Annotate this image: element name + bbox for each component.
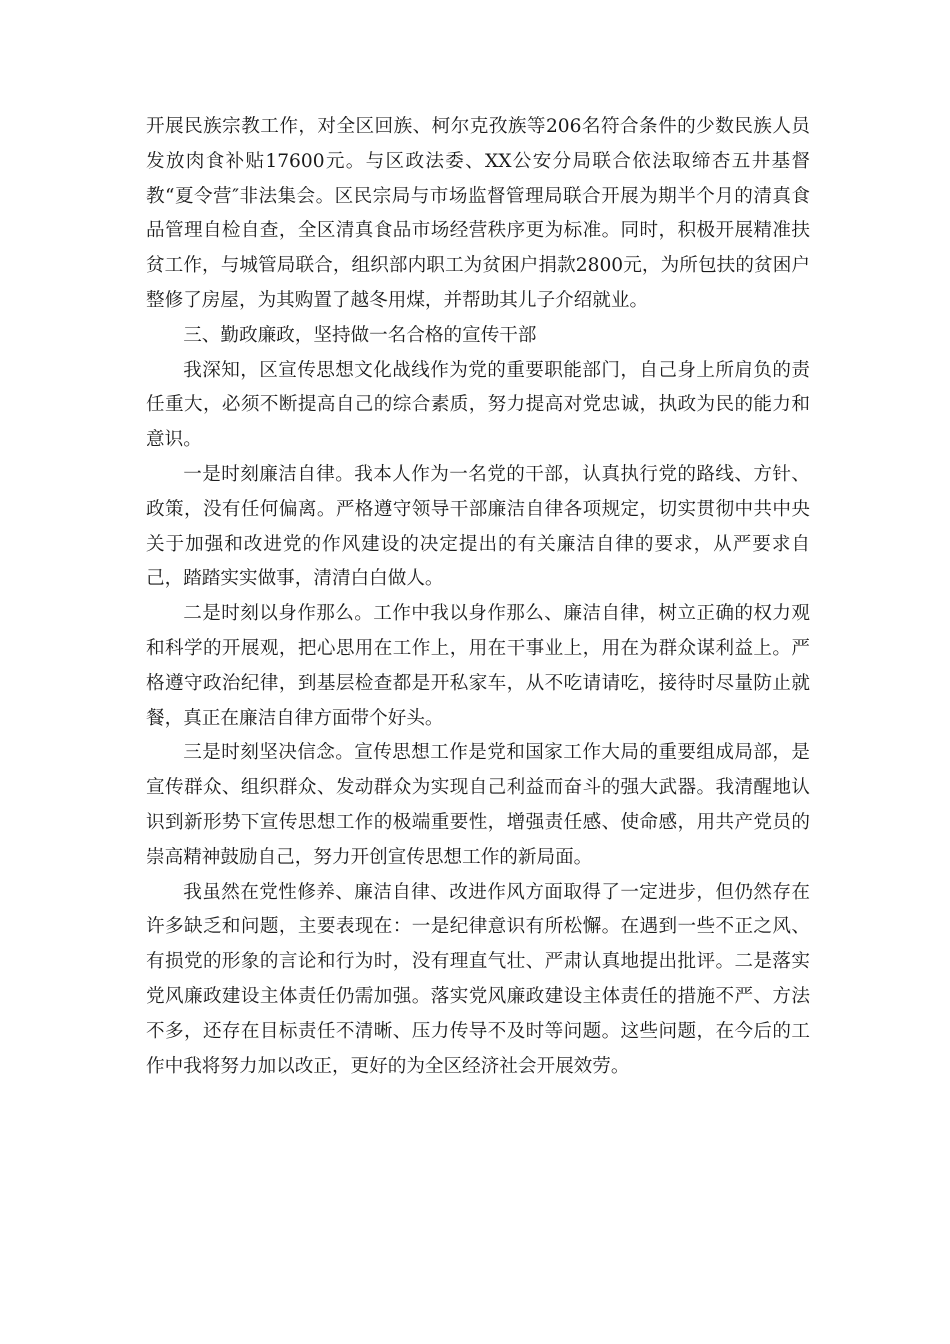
paragraph-ethnic-religious-work: 开展民族宗教工作，对全区回族、柯尔克孜族等206名符合条件的少数民族人员发放肉食补贴17600元。与区政法委、XX公安分局联合依法取缔杏五井基督教“夏令营″非法集会。区民宗局与市场监督管理局联合开展为期半个月的清真食品管理自检自查，全区清真食品市场经营秩序更为标准。同时，积极开展精准扶贫工作，与城管局联合，组织部内职工为贫困户捐款2800元，为所包扶的贫困户整修了房屋，为其购置了越冬用煤，并帮助其儿子介绍就业。 xyxy=(146,116,810,311)
paragraph-self-discipline: 一是时刻廉洁自律。我本人作为一名党的干部，认真执行党的路线、方针、政策，没有任何偏离。严格遵守领导干部廉洁自律各项规定，切实贯彻中共中央关于加强和改进党的作风建设的决定提出的有关廉洁自律的要求，从严要求自己，踏踏实实做事，清清白白做人。 xyxy=(146,463,810,590)
paragraph-lead-by-example: 二是时刻以身作那么。工作中我以身作那么、廉洁自律，树立正确的权力观和科学的开展观，把心思用在工作上，用在干事业上，用在为群众谋利益上。严格遵守政治纪律，到基层检查都是开私家车，从不吃请请吃，接待时尽量防止就餐，真正在廉洁自律方面带个好头。 xyxy=(146,603,810,729)
section-heading-diligence-integrity: 三、勤政廉政，坚持做一名合格的宣传干部 xyxy=(183,324,537,346)
paragraph-firm-conviction: 三是时刻坚决信念。宣传思想工作是党和国家工作大局的重要组成局部，是宣传群众、组织群众、发动群众为实现自己利益而奋斗的强大武器。我清醒地认识到新形势下宣传思想工作的极端重要性，增强责任感、使命感，用共产党员的崇高精神鼓励自己，努力开创宣传思想工作的新局面。 xyxy=(146,742,810,868)
paragraph-shortcomings: 我虽然在党性修养、廉洁自律、改进作风方面取得了一定进步，但仍然存在许多缺乏和问题，主要表现在：一是纪律意识有所松懈。在遇到一些不正之风、有损党的形象的言论和行为时，没有理直气壮、严肃认真地提出批评。二是落实党风廉政建设主体责任仍需加强。落实党风廉政建设主体责任的措施不严、方法不多，还存在目标责任不清晰、压力传导不及时等问题。这些问题，在今后的工作中我将努力加以改正，更好的为全区经济社会开展效劳。 xyxy=(146,881,810,1077)
document-body xyxy=(146,110,810,1084)
paragraph-responsibility: 我深知，区宣传思想文化战线作为党的重要职能部门，自己身上所肩负的责任重大，必须不断提高自己的综合素质，努力提高对党忠诚，执政为民的能力和意识。 xyxy=(146,359,810,451)
